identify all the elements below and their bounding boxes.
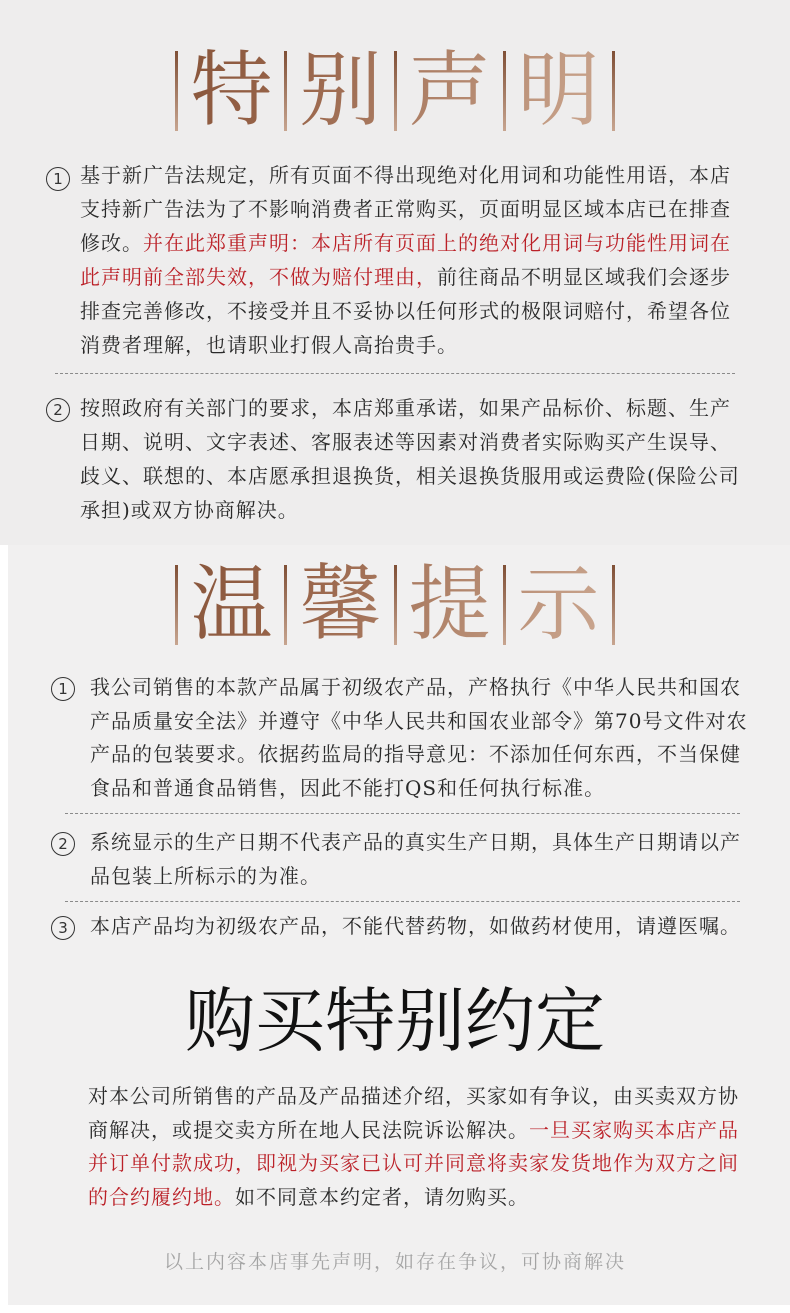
special-notice-title <box>0 43 790 138</box>
text-line <box>80 425 740 459</box>
text-segment: 按照政府有关部门的要求，本店郑重承诺，如果产品标价、标题、生产 <box>80 396 731 420</box>
text-line <box>90 738 747 772</box>
text-segment: 支持新广告法为了不影响消费者正常购买，页面明显区域本店已在排查 <box>80 197 731 221</box>
text-segment: 消费者理解，也请职业打假人高抬贵手。 <box>80 333 458 357</box>
title-divider <box>284 51 287 131</box>
text-line <box>90 860 741 894</box>
text-segment: 系统显示的生产日期不代表产品的真实生产日期，具体生产日期请以产 <box>90 830 741 854</box>
text-line <box>80 328 731 362</box>
text-segment: 排查完善修改，不接受并且不妥协以任何形式的极限词赔付，希望各位 <box>80 299 731 323</box>
tip-item-text <box>90 910 741 944</box>
text-segment: 日期、说明、文字表述、客服表述等因素对消费者实际购买产生误导、 <box>80 430 731 454</box>
dashed-divider <box>65 813 740 814</box>
dashed-divider <box>65 901 740 902</box>
warm-tips-title <box>0 557 790 652</box>
text-segment: 本店产品均为初级农产品，不能代替药物，如做药材使用，请遵医嘱。 <box>90 914 741 938</box>
text-line <box>90 910 741 944</box>
dashed-divider <box>55 373 735 374</box>
text-line <box>90 772 747 806</box>
text-segment: 歧义、联想的、本店愿承担退换货，相关退换货服用或运费险(保险公司 <box>80 464 740 488</box>
text-segment: 修改。 <box>80 231 143 255</box>
text-line <box>80 192 731 226</box>
footer-note: 以上内容本店事先声明，如存在争议，可协商解决 <box>163 1251 626 1273</box>
text-segment: 前往商品不明显区域我们会逐步 <box>437 265 731 289</box>
purchase-agreement-text <box>88 1080 739 1215</box>
title-divider <box>503 565 506 645</box>
text-segment: 产品质量安全法》并遵守《中华人民共和国农业部令》第70号文件对农 <box>90 708 748 733</box>
text-segment: 承担)或双方协商解决。 <box>80 498 299 522</box>
text-line <box>90 705 747 739</box>
title-divider <box>175 51 178 131</box>
title-divider <box>175 565 178 645</box>
tip-item-text <box>90 826 741 893</box>
text-line <box>88 1181 739 1215</box>
title-char: 声 <box>408 43 491 138</box>
title-char: 特 <box>190 43 273 138</box>
highlighted-text: 并订单付款成功，即视为买家已认可并同意将卖家发货地作为双方之间 <box>88 1151 739 1176</box>
highlighted-text: 此声明前全部失效，不做为赔付理由， <box>80 265 437 289</box>
circled-number: 3 <box>51 916 75 940</box>
circled-number: 2 <box>51 832 75 856</box>
text-line <box>88 1114 739 1148</box>
text-line <box>80 158 731 192</box>
title-divider <box>612 51 615 131</box>
notice-item-text <box>80 158 731 362</box>
title-divider <box>503 51 506 131</box>
text-segment: 商解决，或提交卖方所在地人民法院诉讼解决。 <box>88 1117 529 1142</box>
circled-number: 2 <box>46 398 70 422</box>
title-char: 馨 <box>299 557 382 652</box>
text-line <box>80 260 731 294</box>
tip-item-text <box>90 671 747 805</box>
title-char: 温 <box>190 557 273 652</box>
text-line <box>80 459 740 493</box>
title-char: 明 <box>517 43 600 138</box>
title-char: 提 <box>408 557 491 652</box>
title-divider <box>612 565 615 645</box>
purchase-agreement-title: 购买特别约定 <box>185 980 605 1062</box>
text-segment: 品包装上所标示的为准。 <box>90 863 321 888</box>
text-line <box>88 1147 739 1181</box>
title-divider <box>394 51 397 131</box>
circled-number: 1 <box>51 677 75 701</box>
highlighted-text: 并在此郑重声明：本店所有页面上的绝对化用词与功能性用词在 <box>143 231 731 255</box>
text-segment: 食品和普通食品销售，因此不能打QS和任何执行标准。 <box>90 775 606 800</box>
text-line <box>80 226 731 260</box>
text-line <box>80 294 731 328</box>
text-segment: 对本公司所销售的产品及产品描述介绍，买家如有争议，由买卖双方协 <box>88 1084 739 1108</box>
notice-item-text <box>80 391 740 527</box>
title-char: 别 <box>299 43 382 138</box>
text-line <box>80 391 740 425</box>
text-line <box>80 493 740 527</box>
text-segment: 我公司销售的本款产品属于初级农产品，产格执行《中华人民共和国农 <box>90 675 741 699</box>
circled-number: 1 <box>46 167 70 191</box>
highlighted-text: 一旦买家购买本店产品 <box>529 1117 739 1142</box>
text-segment: 基于新广告法规定，所有页面不得出现绝对化用词和功能性用语，本店 <box>80 163 731 187</box>
text-line <box>90 671 747 705</box>
title-char: 示 <box>517 557 600 652</box>
highlighted-text: 的合约履约地。 <box>88 1185 235 1210</box>
text-segment: 产品的包装要求。依据药监局的指导意见：不添加任何东西，不当保健 <box>90 742 741 766</box>
text-line <box>90 826 741 860</box>
title-divider <box>394 565 397 645</box>
title-divider <box>284 565 287 645</box>
text-segment: 如不同意本约定者，请勿购买。 <box>235 1185 529 1210</box>
text-line <box>88 1080 739 1114</box>
